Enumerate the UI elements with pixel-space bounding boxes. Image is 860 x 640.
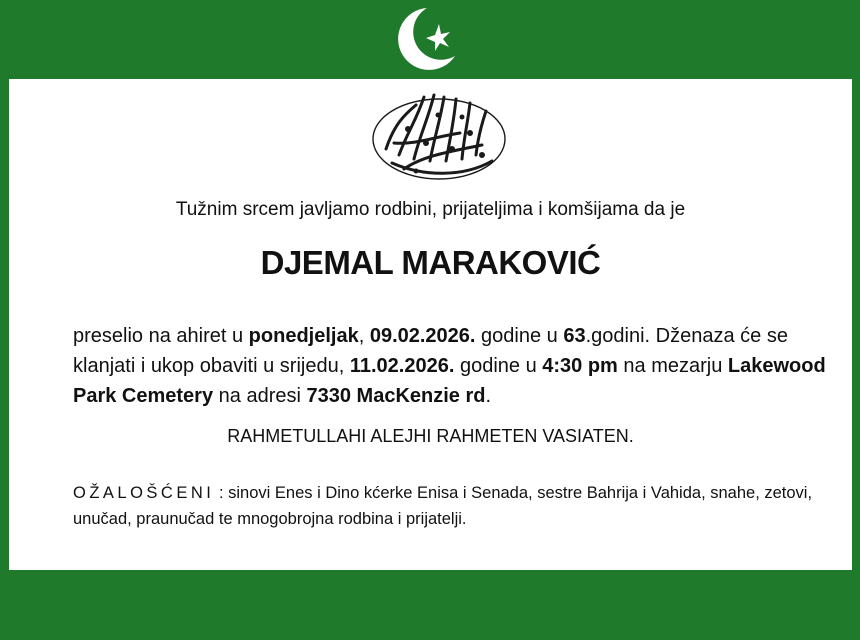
intro-text: Tužnim srcem javljamo rodbini, prijateljima i komšijama da je [175, 199, 686, 220]
body-text: .godini. Dženaza će se klanjati i ukop obaviti u srijedu, [73, 325, 788, 377]
cemetery-address: 7330 MacKenzie rd [306, 385, 486, 407]
cemetery-name: Lakewood Park Cemetery [73, 355, 826, 407]
deceased-name: DJEMAL MARAKOVIĆ [260, 244, 601, 281]
mourners-list: sinovi Enes i Dino kćerke Enisa i Senada, sestre Bahrija i Vahida, snahe, zetovi, unučad, praunučad te mnogobrojna rodbina i prijatelji. [73, 484, 813, 528]
mourners-separator: : [214, 484, 229, 502]
date-of-death: 09.02.2026. [369, 325, 476, 347]
funeral-date: 11.02.2026. [349, 355, 455, 377]
body-text: godine u [454, 355, 543, 377]
age: 63 [563, 325, 586, 347]
body-text: preselio na ahiret u [73, 325, 249, 347]
crescent-star-icon [387, 2, 473, 78]
day-of-death: ponedjeljak [248, 325, 359, 347]
prayer-text: RAHMETULLAHI ALEJHI RAHMETEN VASIATEN. [227, 426, 634, 446]
funeral-time: 4:30 pm [542, 355, 618, 377]
announcement-body [73, 321, 833, 411]
body-text: na adresi [213, 385, 307, 407]
body-text: na mezarju [617, 355, 728, 377]
body-text: . [485, 385, 492, 407]
obituary-panel [9, 79, 852, 570]
body-text: , [358, 325, 370, 347]
mourners-label: OŽALOŠĆENI [73, 484, 215, 502]
mourners-text [73, 480, 813, 532]
arabic-calligraphy-icon [364, 85, 514, 187]
body-text: godine u [475, 325, 564, 347]
